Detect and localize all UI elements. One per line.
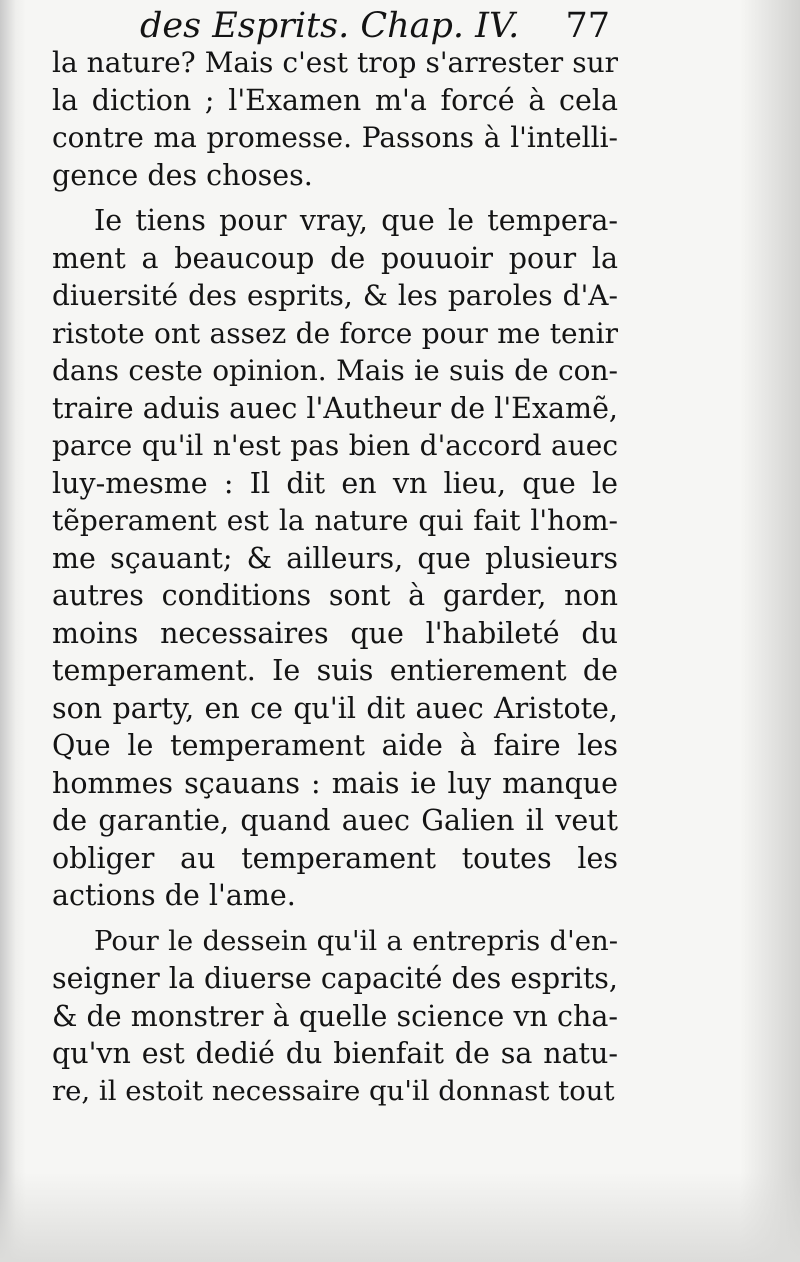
text-line: me sçauant; & ailleurs, que plusieurs: [52, 541, 618, 575]
page-number: 77: [565, 6, 610, 46]
paragraph-2: [52, 202, 618, 915]
text-line: seigner la diuerse capacité des esprits,: [52, 962, 618, 995]
text-line: Que le temperament aide à faire les: [52, 729, 618, 762]
text-line: contre ma promesse. Passons à l'intelli-: [52, 121, 618, 154]
running-head: [140, 4, 610, 48]
text-line: obliger au temperament toutes les: [52, 841, 618, 875]
text-line: parce qu'il n'est pas bien d'accord auec: [52, 429, 618, 462]
paragraph-gap: [52, 194, 618, 202]
text-line: son party, en ce qu'il dit auec Aristote,: [52, 691, 618, 725]
text-line: gence des choses.: [52, 158, 313, 192]
running-head-title: des Esprits. Chap. IV.: [140, 6, 520, 46]
text-line: Ie tiens pour vray, que le tempera-: [94, 204, 618, 237]
text-line: de garantie, quand auec Galien il veut: [52, 804, 618, 837]
text-line: & de monstrer à quelle science vn cha-: [52, 999, 618, 1033]
text-line: autres conditions sont à garder, non: [52, 579, 618, 612]
text-line: ment a beaucoup de pouuoir pour la: [52, 241, 618, 275]
bottom-shadow: [0, 1172, 800, 1262]
paragraph-gap: [52, 915, 618, 923]
text-line: hommes sçauans : mais ie luy manque: [52, 766, 618, 800]
text-line: la diction ; l'Examen m'a forcé à cela: [52, 83, 618, 117]
text-line: la nature? Mais c'est trop s'arrester sur: [52, 46, 618, 79]
paragraph-3: [52, 923, 618, 1111]
text-block: [52, 44, 618, 1110]
text-line: diuersité des esprits, & les paroles d'A-: [52, 279, 618, 312]
text-line: tẽperament est la nature qui fait l'hom-: [52, 504, 618, 537]
paragraph-1: [52, 44, 618, 194]
text-line: moins necessaires que l'habileté du: [52, 616, 618, 650]
text-line: Pour le dessein qu'il a entrepris d'en-: [94, 924, 618, 957]
text-line: actions de l'ame.: [52, 879, 296, 912]
text-line: luy-mesme : Il dit en vn lieu, que le: [52, 466, 618, 500]
edge-shadow: [740, 0, 800, 1262]
text-line: traire aduis auec l'Autheur de l'Examẽ,: [52, 391, 618, 425]
text-line: qu'vn est dedié du bienfait de sa natu-: [52, 1037, 618, 1070]
text-line: re, il estoit necessaire qu'il donnast tout: [52, 1074, 615, 1107]
text-line: temperament. Ie suis entierement de: [52, 654, 618, 687]
text-line: ristote ont assez de force pour me tenir: [52, 316, 618, 350]
gutter-shadow: [0, 0, 26, 1262]
text-line: dans ceste opinion. Mais ie suis de con-: [52, 354, 618, 387]
